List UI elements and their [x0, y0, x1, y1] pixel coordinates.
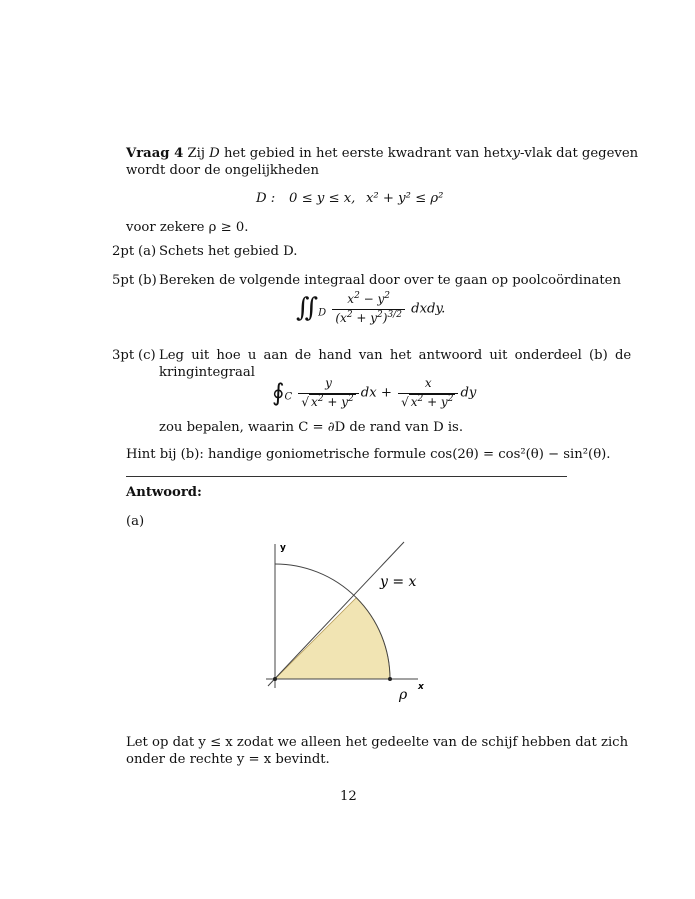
region-figure	[258, 538, 438, 708]
question-line-1: Vraag 4 Zij D het gebied in het eerste kwadrant van hetxy-vlak dat gegeven	[126, 146, 639, 161]
inequality-D: D :	[256, 191, 276, 206]
question-label: Vraag 4	[126, 146, 184, 161]
y-axis-label: y	[280, 543, 286, 553]
page-number: 12	[340, 789, 357, 804]
part-c-label: (c)	[138, 348, 156, 363]
hint: Hint bij (b): handige goniometrische formule cos(2θ) = cos²(θ) − sin²(θ).	[126, 447, 611, 462]
origin-point	[273, 677, 277, 681]
part-a-label: (a)	[138, 244, 157, 259]
x-axis-label: x	[418, 682, 424, 692]
part-a-points: 2pt	[112, 244, 135, 259]
rho-point	[388, 677, 392, 681]
region-D	[275, 598, 390, 679]
intro-text-1: Zij	[187, 146, 205, 161]
for-some-rho: voor zekere ρ ≥ 0.	[126, 220, 249, 235]
inequality-1: 0 ≤ y ≤ x,	[289, 191, 356, 206]
conclusion-line-1: Let op dat y ≤ x zodat we alleen het gedeelte van de schijf hebben dat zich	[126, 735, 629, 750]
part-b-points: 5pt	[112, 273, 135, 288]
intro-text-3: -vlak dat gegeven	[519, 146, 639, 161]
divider	[126, 476, 567, 477]
part-c-text-3: zou bepalen, waarin C = ∂D de rand van D is.	[159, 420, 464, 435]
part-c-text-2: kringintegraal	[159, 365, 255, 380]
inequality-2: x² + y² ≤ ρ²	[366, 191, 444, 206]
integral-b: $∬_D$ $\frac{x^2 - y^2}{(x^2 + y^2)^{3/2}}$ dxdy.	[296, 291, 446, 325]
part-c-text-1: Leg uit hoe u aan de hand van het antwoord uit onderdeel (b) de	[159, 348, 632, 363]
contour-integral: $∮_C$ $\frac{y}{√ x^2 + y^2}$ dx + $\frac{x}{√ x^2 + y^2}$ dy	[272, 376, 477, 409]
question-line-2: wordt door de ongelijkheden	[126, 163, 319, 178]
intro-text-2: het gebied in het eerste kwadrant van het	[223, 146, 506, 161]
answer-heading: Antwoord:	[126, 485, 202, 500]
part-a-text: Schets het gebied D.	[159, 244, 298, 259]
line-label: y = x	[380, 574, 417, 590]
part-b-text: Bereken de volgende integraal door over te gaan op poolcoördinaten	[159, 273, 621, 288]
conclusion-line-2: onder de rechte y = x bevindt.	[126, 752, 330, 767]
radius-label: ρ	[399, 687, 408, 703]
answer-part-label: (a)	[126, 514, 145, 529]
part-c-points: 3pt	[112, 348, 135, 363]
part-b-label: (b)	[138, 273, 157, 288]
